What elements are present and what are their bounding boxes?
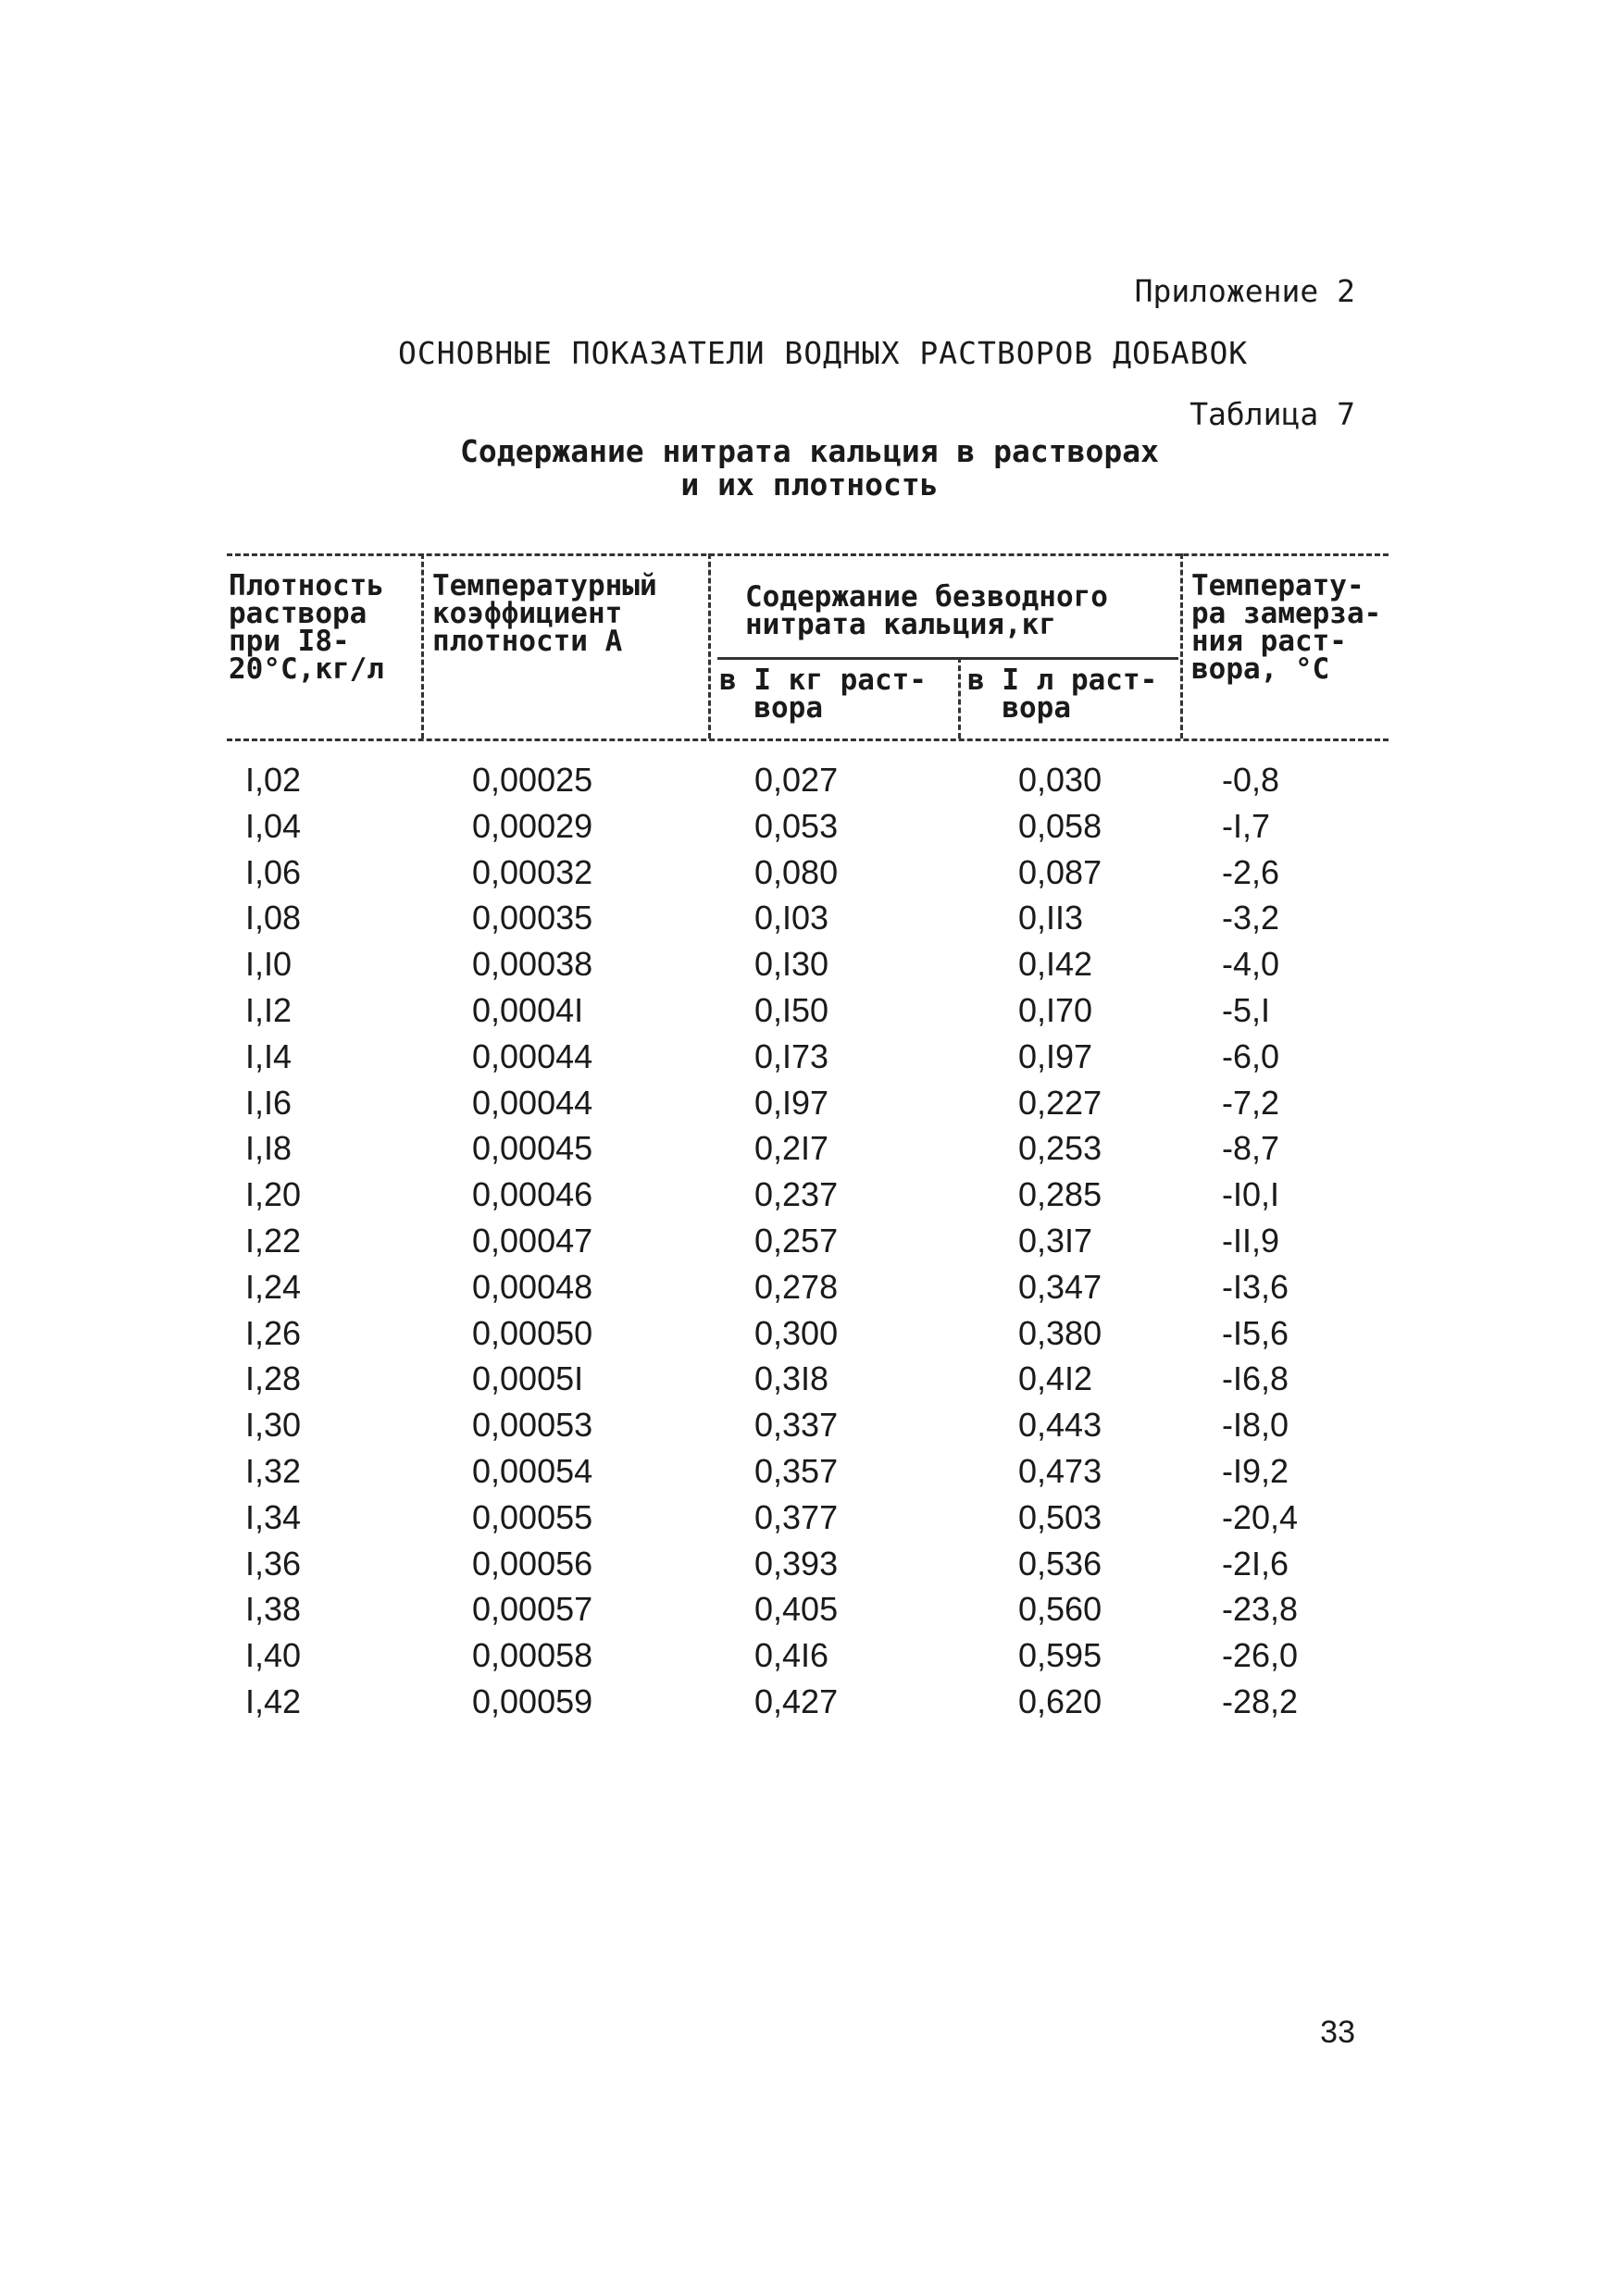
table-cell: I,I0 (245, 945, 293, 984)
table-cell: 0,620 (1018, 1682, 1102, 1720)
table-row (227, 853, 1389, 900)
table-cell: 0,393 (754, 1544, 839, 1582)
header-top-rule (227, 553, 1389, 556)
header-separator (421, 553, 424, 738)
table-header (227, 546, 1389, 745)
table-cell: 0,00048 (472, 1267, 593, 1306)
table-row (227, 899, 1389, 945)
table-cell: 0,I97 (1018, 1036, 1093, 1075)
table-cell: 0,595 (1018, 1636, 1102, 1675)
table-cell: 0,I50 (754, 990, 829, 1029)
table-row (227, 1452, 1389, 1498)
table-cell: 0,00035 (472, 899, 593, 937)
table-cell: 0,00046 (472, 1175, 593, 1214)
table-cell: I,30 (245, 1406, 302, 1445)
header-anhydrous-content: Содержание безводного нитрата кальция,кг (745, 580, 1108, 641)
table-row (227, 1175, 1389, 1222)
page-number: 33 (1320, 2015, 1355, 2050)
table-cell: 0,00047 (472, 1221, 593, 1260)
header-density: Плотность раствора при I8- 20°С,кг/л (229, 569, 384, 686)
table-cell: -26,0 (1222, 1636, 1299, 1675)
table-row (227, 1545, 1389, 1591)
table-row (227, 1268, 1389, 1314)
table-cell: 0,560 (1018, 1590, 1102, 1629)
table-cell: 0,4I6 (754, 1636, 829, 1675)
table-cell: 0,I70 (1018, 990, 1093, 1029)
table-cell: -5,I (1222, 990, 1271, 1029)
table-cell: 0,00025 (472, 761, 593, 799)
table-cell: -I9,2 (1222, 1451, 1289, 1490)
table-cell: 0,257 (754, 1221, 839, 1260)
table-cell: 0,357 (754, 1451, 839, 1490)
table-cell: I,06 (245, 852, 302, 891)
table-cell: 0,536 (1018, 1544, 1102, 1582)
table-cell: 0,4I2 (1018, 1359, 1093, 1398)
table-cell: 0,027 (754, 761, 839, 799)
header-separator (1180, 553, 1183, 738)
table-cell: -2,6 (1222, 852, 1280, 891)
table-caption (0, 435, 1619, 502)
table-cell: I,I6 (245, 1083, 293, 1122)
table-row (227, 991, 1389, 1037)
table-row (227, 1682, 1389, 1729)
table-cell: 0,053 (754, 806, 839, 845)
table-cell: 0,00057 (472, 1590, 593, 1629)
table-row (227, 761, 1389, 807)
table-cell: 0,00045 (472, 1129, 593, 1168)
table-cell: 0,337 (754, 1406, 839, 1445)
table-number: Таблица 7 (1189, 396, 1355, 432)
header-group-rule (717, 657, 1178, 660)
header-freezing-temperature: Температу- ра замерза- ния раст- вора, °С (1191, 569, 1382, 686)
table-cell: -I,7 (1222, 806, 1271, 845)
table-cell: 0,278 (754, 1267, 839, 1306)
table-cell: 0,405 (754, 1590, 839, 1629)
table-cell: -4,0 (1222, 945, 1280, 984)
table-cell: I,40 (245, 1636, 302, 1675)
table-cell: I,I8 (245, 1129, 293, 1168)
table-cell: -II,9 (1222, 1221, 1280, 1260)
table-cell: 0,058 (1018, 806, 1102, 845)
appendix-label: Приложение 2 (1134, 273, 1355, 309)
table-caption-line-1: Содержание нитрата кальция в растворах (460, 433, 1159, 469)
table-cell: 0,I30 (754, 945, 829, 984)
table-row (227, 1636, 1389, 1682)
table-row (227, 1406, 1389, 1452)
table-cell: -I6,8 (1222, 1359, 1289, 1398)
table-cell: 0,00056 (472, 1544, 593, 1582)
table-cell: 0,I03 (754, 899, 829, 937)
table-row (227, 807, 1389, 853)
table-cell: 0,285 (1018, 1175, 1102, 1214)
header-bottom-rule (227, 738, 1389, 741)
table-cell: -6,0 (1222, 1036, 1280, 1075)
header-per-liter-solution: в I л раст- вора (967, 664, 1158, 725)
table-cell: I,34 (245, 1497, 302, 1536)
table-cell: 0,300 (754, 1313, 839, 1352)
table-cell: I,26 (245, 1313, 302, 1352)
table-cell: I,24 (245, 1267, 302, 1306)
table-row (227, 1037, 1389, 1084)
table-row (227, 1084, 1389, 1130)
table-cell: 0,00050 (472, 1313, 593, 1352)
table-cell: -7,2 (1222, 1083, 1280, 1122)
table-cell: 0,00044 (472, 1036, 593, 1075)
header-separator (708, 553, 711, 738)
table-cell: 0,473 (1018, 1451, 1102, 1490)
table-cell: -0,8 (1222, 761, 1280, 799)
table-cell: 0,00054 (472, 1451, 593, 1490)
table-cell: 0,087 (1018, 852, 1102, 891)
table-row (227, 1222, 1389, 1268)
table-cell: 0,0004I (472, 990, 584, 1029)
table-cell: 0,380 (1018, 1313, 1102, 1352)
table-cell: -23,8 (1222, 1590, 1299, 1629)
table-cell: 0,00058 (472, 1636, 593, 1675)
table-row (227, 1359, 1389, 1406)
table-cell: -28,2 (1222, 1682, 1299, 1720)
table-caption-line-2: и их плотность (680, 466, 939, 503)
table-cell: 0,030 (1018, 761, 1102, 799)
table-cell: 0,227 (1018, 1083, 1102, 1122)
header-subseparator (958, 657, 961, 738)
table-cell: I,I4 (245, 1036, 293, 1075)
table-cell: -I0,I (1222, 1175, 1280, 1214)
table-row (227, 1129, 1389, 1175)
table-cell: -20,4 (1222, 1497, 1299, 1536)
table-cell: -3,2 (1222, 899, 1280, 937)
header-per-kg-solution: в I кг раст- вора (719, 664, 927, 725)
table-cell: 0,I42 (1018, 945, 1093, 984)
table-cell: I,04 (245, 806, 302, 845)
table-cell: 0,00053 (472, 1406, 593, 1445)
table-cell: 0,0005I (472, 1359, 584, 1398)
table-cell: 0,427 (754, 1682, 839, 1720)
table-cell: -I5,6 (1222, 1313, 1289, 1352)
table-cell: 0,253 (1018, 1129, 1102, 1168)
table-cell: -I3,6 (1222, 1267, 1289, 1306)
table-cell: -8,7 (1222, 1129, 1280, 1168)
table-cell: I,I2 (245, 990, 293, 1029)
header-temperature-coefficient: Температурный коэффициент плотности А (432, 569, 657, 658)
table-cell: I,38 (245, 1590, 302, 1629)
section-heading: ОСНОВНЫЕ ПОКАЗАТЕЛИ ВОДНЫХ РАСТВОРОВ ДОБАВОК (398, 335, 1249, 371)
table-cell: 0,503 (1018, 1497, 1102, 1536)
table-cell: I,08 (245, 899, 302, 937)
table-row (227, 1590, 1389, 1636)
table-cell: 0,II3 (1018, 899, 1084, 937)
table-cell: 0,347 (1018, 1267, 1102, 1306)
table-cell: 0,00055 (472, 1497, 593, 1536)
table-cell: 0,00059 (472, 1682, 593, 1720)
table-cell: 0,I97 (754, 1083, 829, 1122)
table-cell: -2I,6 (1222, 1544, 1289, 1582)
table-cell: 0,3I8 (754, 1359, 829, 1398)
table-cell: 0,I73 (754, 1036, 829, 1075)
table-cell: 0,00029 (472, 806, 593, 845)
table-cell: 0,3I7 (1018, 1221, 1093, 1260)
table-cell: I,36 (245, 1544, 302, 1582)
table-cell: 0,237 (754, 1175, 839, 1214)
table-cell: I,20 (245, 1175, 302, 1214)
table-cell: -I8,0 (1222, 1406, 1289, 1445)
table-row (227, 1314, 1389, 1360)
table-cell: I,28 (245, 1359, 302, 1398)
table-cell: 0,080 (754, 852, 839, 891)
table-cell: 0,00032 (472, 852, 593, 891)
table-cell: 0,377 (754, 1497, 839, 1536)
table-cell: 0,00044 (472, 1083, 593, 1122)
table-cell: I,22 (245, 1221, 302, 1260)
table-cell: 0,2I7 (754, 1129, 829, 1168)
table-cell: 0,00038 (472, 945, 593, 984)
table-cell: I,32 (245, 1451, 302, 1490)
table-cell: I,42 (245, 1682, 302, 1720)
table-row (227, 1498, 1389, 1545)
table-row (227, 945, 1389, 991)
table-body (227, 761, 1389, 1729)
table-cell: I,02 (245, 761, 302, 799)
table-cell: 0,443 (1018, 1406, 1102, 1445)
